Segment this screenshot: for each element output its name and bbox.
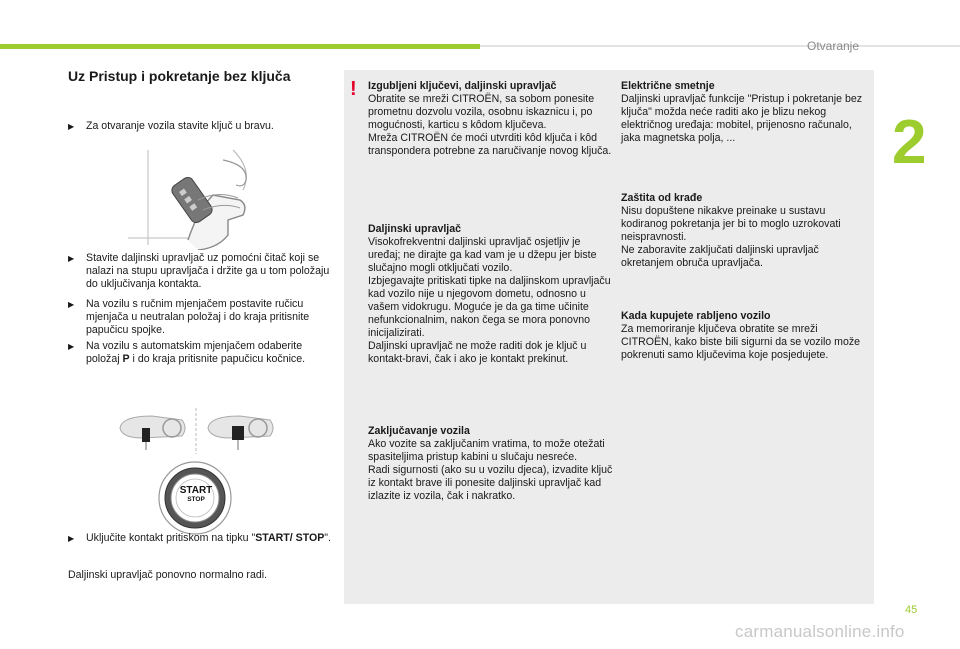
block-locking-vehicle — [368, 425, 613, 503]
bullet-icon: ▶ — [68, 122, 75, 131]
page-heading: Uz Pristup i pokretanje bez ključa — [68, 68, 291, 84]
block-used-vehicle — [621, 310, 866, 362]
section-title: Otvaranje — [807, 39, 860, 53]
block-text: Nisu dopuštene nikakve preinake u sustavu kodiranog pokretanja jer bi to moglo uzrokovati neispravnosti. Ne zaboravite zaključati daljinski upravljač okretanjem obruča upravljača. — [621, 205, 841, 269]
block-title: Zaključavanje vozila — [368, 425, 470, 437]
block-text: Ako vozite sa zaključanim vratima, to može otežati spasiteljima pristup kabini u slučaju nesreće. Radi sigurnosti (ako su u vozilu djeca), izvadite ključ iz kontakt brave ili ponesite daljinski upravljač kad izlazite iz vozila, čak i nakratko. — [368, 438, 613, 502]
exclamation-icon: ! — [350, 78, 357, 100]
bullet-icon: ▶ — [68, 254, 75, 263]
closing-text: Daljinski upravljač ponovno normalno radi. — [68, 569, 268, 581]
block-electrical-interference — [621, 80, 866, 145]
start-button-label: START — [179, 485, 213, 496]
key-reader-illustration — [128, 150, 278, 250]
bullet-hold-remote: ▶ Stavite daljinski upravljač uz pomoćni čitač koji se nalazi na stupu upravljača i držite ga u tom položaju do uključivanja kontakta. — [68, 252, 330, 290]
bullet-manual-gearbox: ▶ Na vozilu s ručnim mjenjačem postavite ručicu mjenjača u neutralan položaj i do kraja pritisnite papučicu spojke. — [68, 298, 310, 336]
block-text: Obratite se mreži CITROËN, sa sobom ponesite prometnu dozvolu vozila, osobnu iskaznicu i, po mogućnosti, karticu s kôdom ključeva. Mreža CITROËN će moći utvrditi kôd ključa i kôd transpondera potrebne za naručivanje novog ključa. — [368, 93, 612, 157]
block-text: Za memoriranje ključeva obratite se mreži CITROËN, kako biste bili sigurni da se vozilo može pokrenuti samo ključevima koje posjedujete. — [621, 323, 861, 361]
header-accent-bar — [0, 44, 480, 49]
bullet-insert-key: ▶ Za otvaranje vozila stavite ključ u bravu. — [68, 120, 274, 132]
block-title: Izgubljeni ključevi, daljinski upravljač — [368, 80, 557, 92]
block-title: Zaštita od krađe — [621, 192, 703, 204]
bullet-automatic-gearbox: ▶ Na vozilu s automatskim mjenjačem odaberite položaj P i do kraja pritisnite papučicu kočnice. — [68, 340, 306, 365]
block-text: Visokofrekventni daljinski upravljač osjetljiv je uređaj; ne dirajte ga kad vam je u džepu jer biste slučajno mogli otključati vozilo. Izbjegavajte pritiskati tipke na daljinskom upravljaču kad vozilo nije u njegovom dometu, odnosno u vašem vidokrugu. Moguće je da ga time učinite nefunkcionalnim, nakon čega se mora ponovno inicijalizirati. Daljinski upravljač ne može raditi dok je ključ u kontakt-bravi, čak i ako je kontakt prekinut. — [368, 236, 611, 365]
block-remote-control — [368, 223, 613, 366]
watermark-text: carmanualsonline.info — [735, 622, 905, 641]
block-title: Električne smetnje — [621, 80, 715, 92]
bullet-icon: ▶ — [68, 342, 75, 351]
header-divider — [480, 45, 960, 47]
block-lost-keys — [368, 80, 613, 158]
chapter-number: 2 — [892, 108, 927, 177]
bullet-icon: ▶ — [68, 534, 75, 543]
stop-button-label: STOP — [187, 496, 205, 503]
pedal-illustration — [112, 408, 282, 454]
bullet-icon: ▶ — [68, 300, 75, 309]
block-anti-theft — [621, 192, 866, 270]
block-title: Daljinski upravljač — [368, 223, 462, 235]
bullet-start-stop: ▶ Uključite kontakt pritiskom na tipku "START/ STOP". — [68, 532, 331, 544]
block-text: Daljinski upravljač funkcije "Pristup i pokretanje bez ključa" možda neće raditi ako je blizu nekog električnog uređaja: mobitel, prijenosno računalo, jaka magnetska polja, ... — [621, 93, 863, 144]
block-title: Kada kupujete rabljeno vozilo — [621, 310, 771, 322]
page-number: 45 — [905, 604, 918, 616]
